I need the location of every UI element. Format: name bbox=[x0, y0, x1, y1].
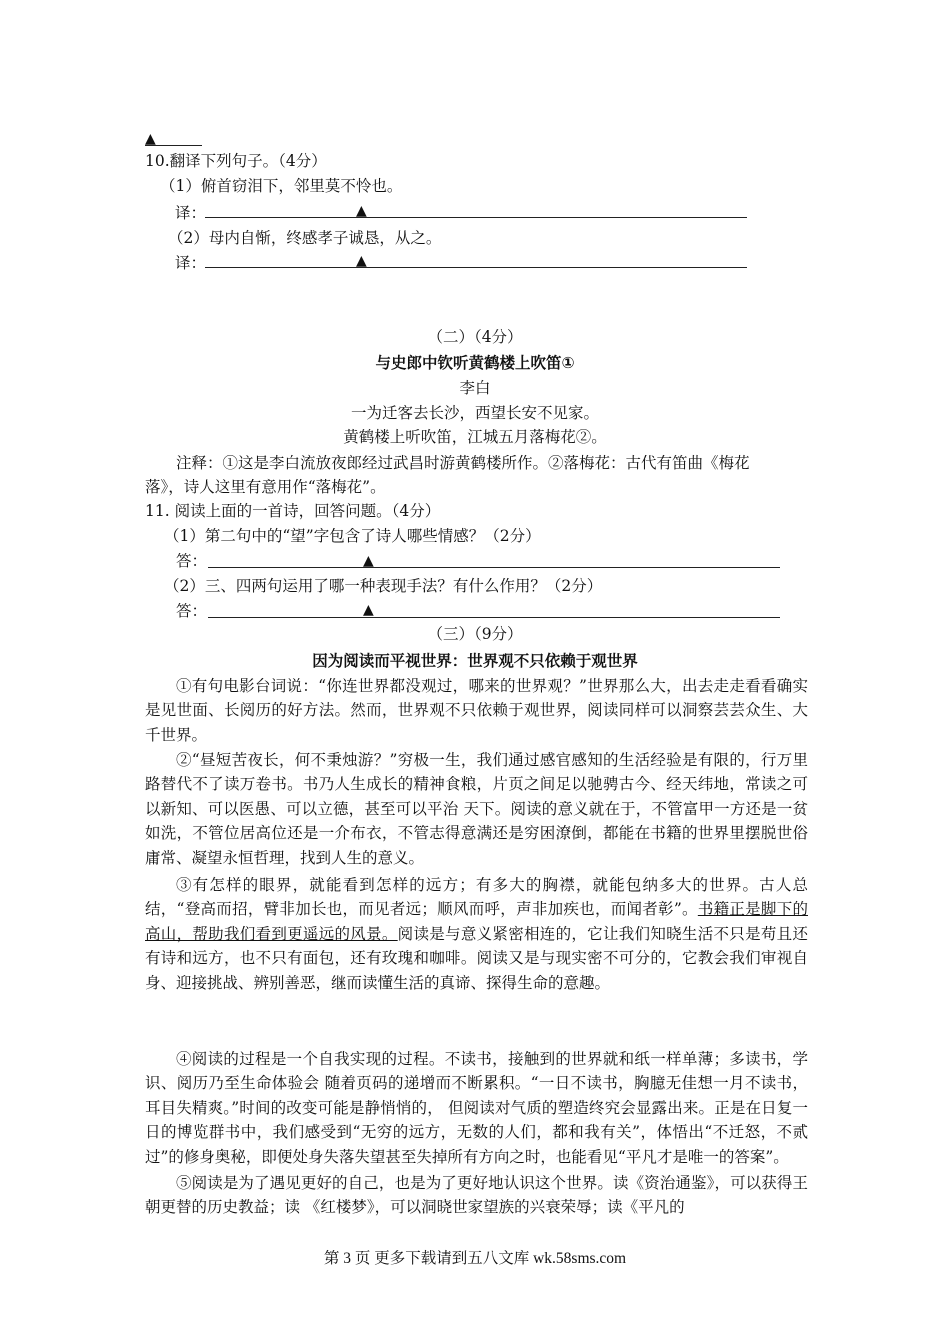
answer-line-10-2[interactable] bbox=[205, 267, 747, 268]
question-11-title: 11. 阅读上面的一首诗，回答问题。（4分） bbox=[145, 502, 441, 520]
answer-marker: ▲ bbox=[356, 253, 367, 269]
answer-line[interactable] bbox=[145, 145, 202, 146]
underlined-sentence: 书籍正是脚下的高山，帮助我们看到更遥远的风景。 bbox=[145, 900, 808, 943]
article-paragraph-2: ②“昼短苦夜长，何不秉烛游？”穷极一生，我们通过感官感知的生活经验是有限的，行万里路替代不了读万卷书。书乃人生成长的精神食粮，片页之间足以驰骋古今、经天纬地，常读之可以新知、可以医愚、可以立德，甚至可以平治 天下。阅读的意义就在于，不管富甲一方还是一贫如洗，不管位居高位还是一介布衣，不管志得意满还是穷困潦倒，都能在书籍的世界里摆脱世俗庸常、凝望永恒哲理，找到人生的意义。 bbox=[145, 751, 808, 867]
answer-line-11-2[interactable] bbox=[208, 617, 780, 618]
section-2-header: （二）（4分） bbox=[427, 328, 523, 346]
answer-label: 译： bbox=[175, 204, 207, 222]
section-3-header: （三）（9分） bbox=[427, 625, 523, 643]
article-paragraph-3: ③有怎样的眼界，就能看到怎样的远方；有多大的胸襟，就能包纳多大的世界。古人总结，“登高而招，臂非加长也，而见者远；顺风而呼，声非加疾也，而闻者彰”。书籍正是脚下的高山，帮助我们看到更遥远的风景。阅读是与意义紧密相连的，它让我们知晓生活不只是苟且还有诗和远方，也不只有面包，还有玫瑰和咖啡。阅读又是与现实密不可分的，它教会我们审视自身、迎接挑战、辨别善恶，继而读懂生活的真谛、探得生命的意趣。 bbox=[145, 876, 808, 992]
answer-label: 答： bbox=[176, 602, 208, 620]
poem-title: 与史郎中钦听黄鹤楼上吹笛① bbox=[375, 354, 575, 372]
poem-line-1: 一为迁客去长沙，西望长安不见家。 bbox=[350, 404, 599, 422]
article-paragraph-1: ①有句电影台词说：“你连世界都没观过，哪来的世界观？”世界那么大，出去走走看看确实是见世面、长阅历的好方法。然而，世界观不只依赖于观世界，阅读同样可以洞察芸芸众生、大千世界。 bbox=[145, 677, 808, 744]
answer-label: 译： bbox=[175, 254, 207, 272]
poem-note-line-2: 落》，诗人这里有意用作“落梅花”。 bbox=[145, 478, 386, 496]
question-10-title: 10.翻译下列句子。（4分） bbox=[145, 152, 327, 170]
article-paragraph-5: ⑤阅读是为了遇见更好的自己，也是为了更好地认识这个世界。读《资治通鉴》，可以获得王朝更替的历史教益；读 《红楼梦》，可以洞晓世家望族的兴衰荣辱；读《平凡的 bbox=[145, 1174, 808, 1217]
question-10-sentence-1: （1）俯首窃泪下，邻里莫不怜也。 bbox=[160, 177, 403, 195]
answer-marker: ▲ bbox=[363, 553, 374, 569]
question-11-sub-1: （1）第二句中的“望”字包含了诗人哪些情感？（2分） bbox=[164, 527, 541, 545]
answer-marker: ▲ bbox=[363, 602, 374, 618]
question-10-sentence-2: （2）母内自惭，终感孝子诚恳，从之。 bbox=[168, 229, 442, 247]
article-title: 因为阅读而平视世界：世界观不只依赖于观世界 bbox=[312, 652, 638, 670]
poem-note-line-1: 注释：①这是李白流放夜郎经过武昌时游黄鹤楼所作。②落梅花：古代有笛曲《梅花 bbox=[176, 454, 750, 472]
page-footer: 第 3 页 更多下载请到五八文库 wk.58sms.com bbox=[323, 1250, 627, 1267]
question-11-sub-2: （2）三、四两句运用了哪一种表现手法？有什么作用？（2分） bbox=[164, 577, 603, 595]
poem-author: 李白 bbox=[459, 379, 491, 397]
answer-label: 答： bbox=[176, 552, 208, 570]
answer-marker: ▲ bbox=[356, 203, 367, 219]
poem-line-2: 黄鹤楼上听吹笛，江城五月落梅花②。 bbox=[343, 428, 607, 446]
answer-marker: ▲ bbox=[145, 131, 156, 147]
answer-line-10-1[interactable] bbox=[205, 217, 747, 218]
article-paragraph-4: ④阅读的过程是一个自我实现的过程。不读书，接触到的世界就和纸一样单薄；多读书，学识、阅历乃至生命体验会 随着页码的递增而不断累积。“一日不读书，胸臆无佳想一月不读书，耳目失精爽。”时间的改变可能是静悄悄的， 但阅读对气质的塑造终究会显露出来。正是在日复一日的博览群书中，我们感受到“无穷的远方，无数的人们，都和我有关”，体悟出“不迁怒，不贰过”的修身奥秘，即便处身失落失望甚至失掉所有方向之时，也能看见“平凡才是唯一的答案”。 bbox=[145, 1050, 808, 1166]
answer-line-11-1[interactable] bbox=[208, 567, 780, 568]
